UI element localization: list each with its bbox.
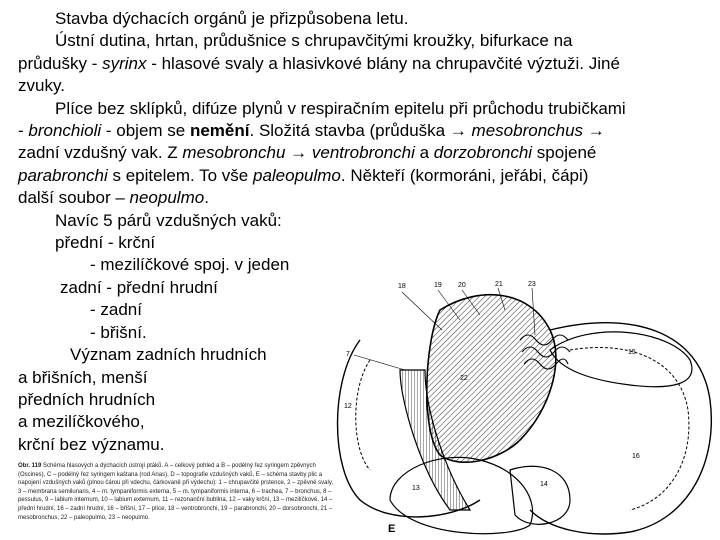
paragraph-7: zadní - přední hrudní: [60, 277, 218, 297]
p3-text-i: →: [285, 143, 312, 163]
p3-text-m: spojené: [532, 143, 597, 163]
lung-body: [427, 295, 556, 463]
diagram-svg: [330, 270, 720, 540]
label-E: E: [388, 523, 396, 535]
pointer-7: [354, 355, 405, 370]
p3-text-k: a: [414, 143, 434, 163]
p2-text-a: Ústní dutina, hrtan, průdušnice s chrupavčitými kroužky, bifurkace na průdušky -: [18, 31, 573, 73]
pointer-18: [402, 292, 442, 330]
label-20: 20: [458, 282, 466, 289]
label-16: 16: [632, 453, 640, 460]
paragraph-14: krční bez významu.: [18, 434, 165, 454]
paragraph-3: [18, 98, 628, 210]
sac-12-inner: [356, 360, 370, 470]
p3-text-e: . Složitá stavba (průduška →: [249, 121, 472, 141]
paragraph-10: Význam zadních hrudních: [70, 345, 267, 365]
term-mesobronchu: mesobronchu: [182, 143, 286, 163]
sac-16-inner: [570, 348, 689, 511]
p3-text-s: .: [204, 188, 209, 208]
term-paleopulmo: paleopulmo: [252, 165, 341, 185]
paragraph-5: přední - krční: [55, 233, 156, 253]
label-13: 13: [412, 485, 420, 492]
sac-14-outline: [510, 466, 570, 524]
label-18: 18: [398, 283, 406, 290]
label-14: 14: [540, 481, 548, 488]
term-bronchioli: bronchioli: [28, 121, 102, 141]
p3-text-c: - objem se: [101, 121, 190, 141]
paragraph-11: a břišních, menší: [18, 367, 148, 387]
paragraph-8: - zadní: [90, 300, 142, 320]
label-23: 23: [528, 281, 536, 288]
label-7: 7: [346, 351, 350, 358]
p2-text-c: - hlasové svaly a hlasivkové blány na chrupavčité výztuži. Jiné zvuky.: [18, 53, 620, 96]
p3-text-q: . Někteří (kormoráni, jeřábi, čápi) další soubor –: [18, 165, 589, 208]
label-15: 15: [628, 349, 636, 356]
paragraph-2: [18, 30, 628, 97]
paragraph-13: a mezilíčkového,: [18, 412, 145, 432]
paragraph-9: - břišní.: [90, 322, 147, 342]
paragraph-4: Navíc 5 párů vzdušných vaků:: [55, 210, 282, 230]
term-parabronchi: parabronchi: [18, 165, 108, 185]
label-22: 22: [460, 375, 468, 382]
sac-15-outline: [550, 332, 692, 387]
term-neopulmo: neopulmo: [129, 188, 205, 208]
sac-16-outline: [530, 323, 711, 534]
p1-text: Stavba dýchacích orgánů je přizpůsobena letu.: [55, 9, 409, 28]
paragraph-6: - mezilíčkové spoj. v jeden: [90, 255, 290, 275]
term-ventrobronchi: ventrobronchi: [311, 143, 415, 163]
caption-head: Obr. 119: [18, 463, 42, 469]
term-nemeni: nemění: [189, 121, 250, 141]
paragraph-1: [18, 8, 628, 30]
figure-caption: [18, 462, 336, 522]
caption-text: Schéma hlasových a dýchacích ústrojí ptáků. A – celkový pohled a B – podélný řez syringem zpěvných (Oscines), C – podélný řez syringem kaštana (rod Anas), D – topografie vzdušných vaků, E – schéma stavby plic a napojení vzdušných vaků (plnou čárou při vdechu, čárkovaně při výdechu): 1 – chrupavčité prstence, 2 – zpěvné svaly, 3 – membrana semilunaris, 4 – m. tympaniformis externa, 5 – m. tympaniformis interna, 6 – trachea, 7 – bronchus, 8 – pessulus, 9 – labium internum, 10 – labium externum, 11 – rezonanční bublina, 12 – vaky krční, 13 – mezilíčkové, 14 – přední hrudní, 16 – zadní hrudní, 16 – břišní, 17 – plíce, 18 – ventrobronchi, 19 – parabronchi, 20 – dorsobronchi, 21 – mesobronchus, 22 – paleopulmo, 23 – neopulmo.: [18, 463, 334, 521]
term-dorzobronchi: dorzobronchi: [433, 143, 533, 163]
air-sac-diagram: [330, 270, 720, 540]
label-21: 21: [495, 281, 503, 288]
term-mesobronchus: mesobronchus: [471, 121, 584, 141]
term-syrinx: syrinx: [102, 53, 147, 73]
paragraph-12: předních hrudních: [18, 389, 156, 409]
p3-text-a: Plíce bez sklípků, difúze plynů v respiračním epitelu při průchodu trubičkami -: [18, 98, 626, 141]
p3-text-o: s epitelem. To vše: [107, 165, 253, 185]
label-19: 19: [434, 282, 442, 289]
label-12: 12: [344, 403, 352, 410]
p3-text-g: → zadní vzdušný vak. Z: [18, 121, 605, 163]
